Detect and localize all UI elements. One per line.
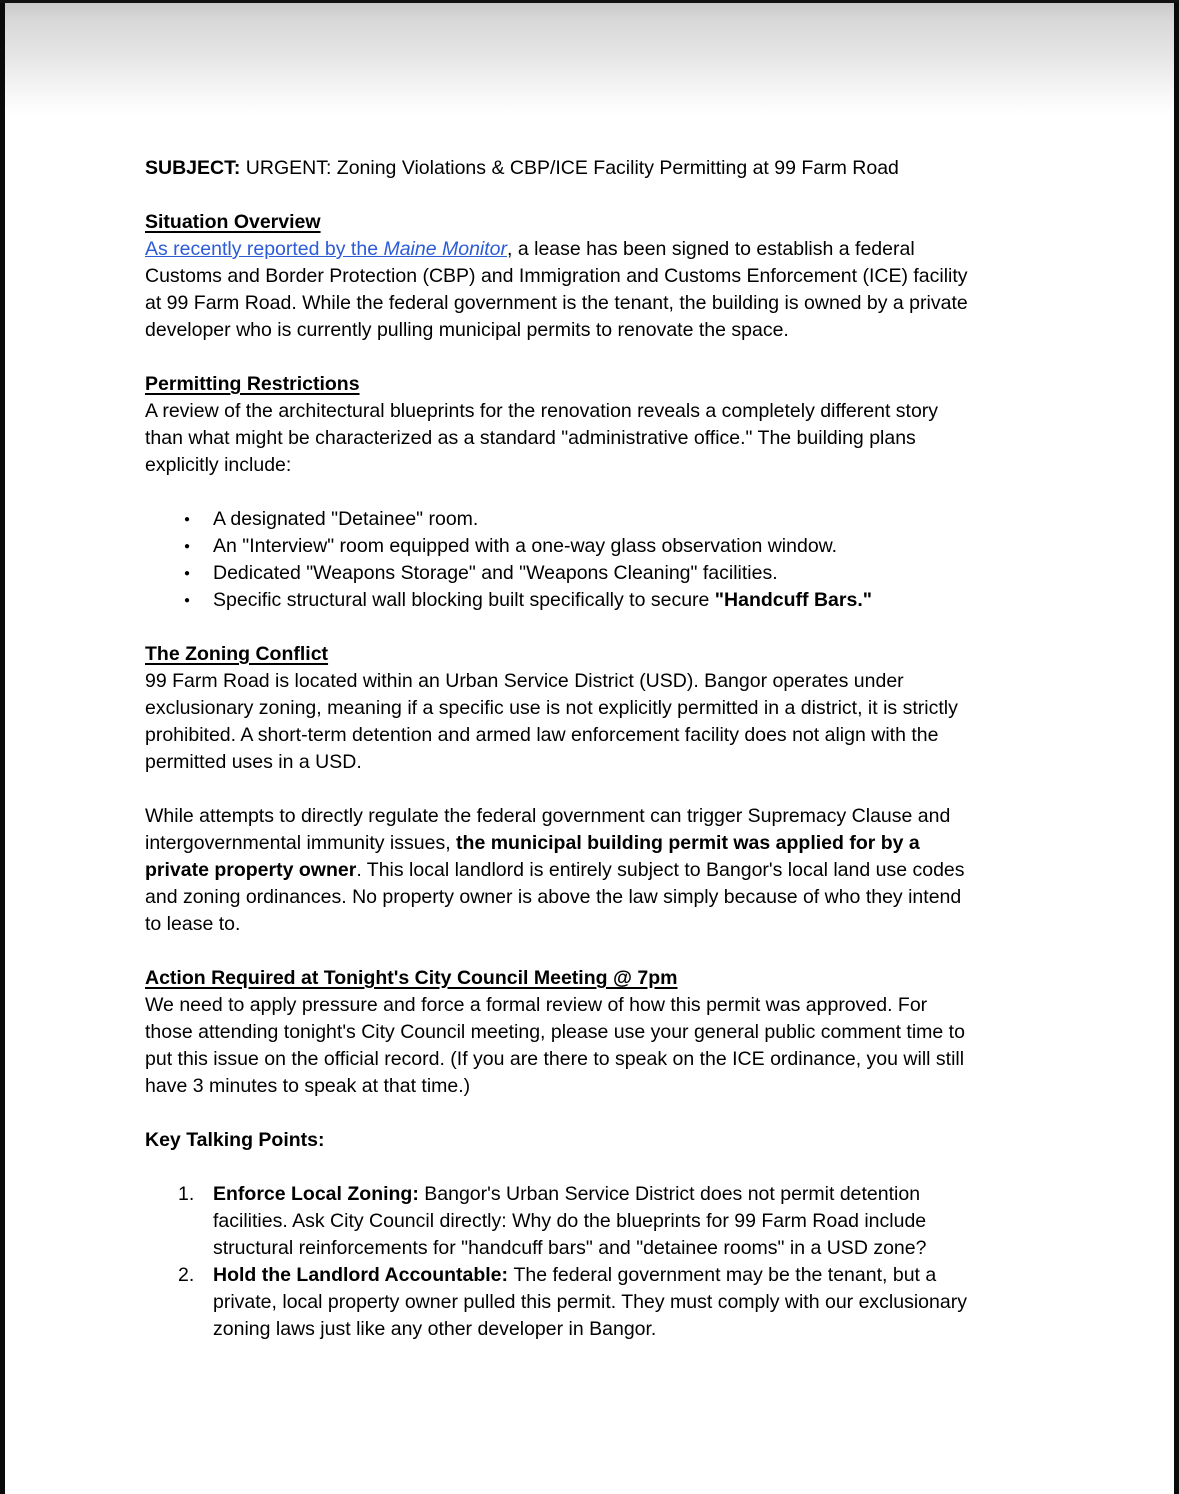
text-line <box>145 290 1065 317</box>
text-segment: An "Interview" room equipped with a one-way glass observation window. <box>213 535 838 557</box>
text-segment: Dedicated "Weapons Storage" and "Weapons Cleaning" facilities. <box>213 562 778 584</box>
text-segment: . This local landlord is entirely subject to Bangor's local land use codes <box>356 859 965 881</box>
text-line <box>213 533 1065 560</box>
text-segment: , a lease has been signed to establish a federal <box>507 238 915 260</box>
bullet-list-item <box>145 560 1065 587</box>
text-segment: developer who is currently pulling municipal permits to renovate the space. <box>145 319 789 341</box>
heading-action-required-text: Action Required at Tonight's City Council Meeting @ 7pm <box>145 967 678 989</box>
heading-action-required <box>145 965 1065 992</box>
text-segment: at 99 Farm Road. While the federal government is the tenant, the building is owned by a private <box>145 292 968 314</box>
text-segment: Specific structural wall blocking built specifically to secure <box>213 589 715 611</box>
text-line <box>145 992 1065 1019</box>
bullet-list-item <box>145 506 1065 533</box>
text-segment: the municipal building permit was applied for by a <box>456 832 920 854</box>
list-item-text <box>213 587 1065 614</box>
paragraph-situation-overview <box>145 236 1065 344</box>
text-line <box>145 668 1065 695</box>
heading-situation-overview-text: Situation Overview <box>145 211 321 233</box>
text-line <box>145 857 1065 884</box>
text-segment: The federal government may be the tenant, but a <box>513 1264 937 1286</box>
text-segment: Bangor's Urban Service District does not permit detention <box>424 1183 921 1205</box>
text-segment: structural reinforcements for "handcuff bars" and "detainee rooms" in a USD zone? <box>213 1237 927 1259</box>
text-line <box>145 749 1065 776</box>
text-line <box>145 317 1065 344</box>
list-item-text <box>213 506 1065 533</box>
bullet-icon: ● <box>184 568 191 579</box>
text-segment: A designated "Detainee" room. <box>213 508 479 530</box>
text-segment: and zoning ordinances. No property owner is above the law simply because of who they intend <box>145 886 962 908</box>
heading-situation-overview <box>145 209 1065 236</box>
list-number: 2. <box>178 1264 195 1286</box>
text-line <box>145 155 1065 182</box>
text-line <box>145 398 1065 425</box>
text-line <box>145 425 1065 452</box>
heading-permitting-restrictions <box>145 371 1065 398</box>
text-segment: put this issue on the official record. (If you are there to speak on the ICE ordinance, you will still <box>145 1048 965 1070</box>
text-line <box>213 1181 1065 1208</box>
list-item-text <box>213 1181 1065 1262</box>
text-segment: Customs and Border Protection (CBP) and Immigration and Customs Enforcement (ICE) facility <box>145 265 968 287</box>
text-line <box>213 1235 1065 1262</box>
text-line <box>145 1073 1065 1100</box>
text-line <box>145 236 1065 263</box>
text-segment: We need to apply pressure and force a formal review of how this permit was approved. For <box>145 994 928 1016</box>
heading-zoning-conflict <box>145 641 1065 668</box>
list-number: 1. <box>178 1183 195 1205</box>
paragraph-action-required <box>145 992 1065 1100</box>
text-segment: While attempts to directly regulate the federal government can trigger Supremacy Clause and <box>145 805 951 827</box>
text-line <box>145 830 1065 857</box>
paragraph-supremacy-clause <box>145 803 1065 938</box>
paragraph-zoning-conflict <box>145 668 1065 776</box>
screen-top-edge <box>0 0 1179 3</box>
text-line <box>213 1289 1065 1316</box>
text-segment: Hold the Landlord Accountable: <box>213 1264 514 1286</box>
page-top-shadow <box>0 0 1179 115</box>
text-line <box>145 263 1065 290</box>
text-segment: intergovernmental immunity issues, <box>145 832 457 854</box>
text-line <box>145 722 1065 749</box>
bullet-icon: ● <box>184 514 191 525</box>
text-segment: exclusionary zoning, meaning if a specific use is not explicitly permitted in a district, it is strictly <box>145 697 958 719</box>
screen-right-edge <box>1174 0 1179 1494</box>
text-segment: URGENT: Zoning Violations & CBP/ICE Facility Permitting at 99 Farm Road <box>240 157 899 179</box>
text-line <box>213 587 1065 614</box>
key-talking-points-list <box>145 1181 1065 1343</box>
text-line <box>145 803 1065 830</box>
maine-monitor-link[interactable]: Maine Monitor <box>383 238 508 260</box>
heading-zoning-conflict-text: The Zoning Conflict <box>145 643 329 665</box>
text-segment: SUBJECT: <box>145 157 241 179</box>
bullet-list-item <box>145 587 1065 614</box>
heading-permitting-restrictions-text: Permitting Restrictions <box>145 373 360 395</box>
text-segment: permitted uses in a USD. <box>145 751 362 773</box>
text-line <box>213 1262 1065 1289</box>
text-segment: explicitly include: <box>145 454 292 476</box>
text-segment: Enforce Local Zoning: <box>213 1183 425 1205</box>
text-line <box>213 506 1065 533</box>
list-item-text <box>213 1262 1065 1343</box>
document-page <box>145 155 1065 1343</box>
text-segment: private property owner <box>145 859 357 881</box>
heading-key-talking-points-text: Key Talking Points: <box>145 1129 325 1151</box>
bullet-list-item <box>145 533 1065 560</box>
text-segment: 99 Farm Road is located within an Urban Service District (USD). Bangor operates under <box>145 670 904 692</box>
heading-key-talking-points <box>145 1127 1065 1154</box>
text-segment: have 3 minutes to speak at that time.) <box>145 1075 471 1097</box>
text-segment: A review of the architectural blueprints for the renovation reveals a completely different story <box>145 400 939 422</box>
text-segment: zoning laws just like any other developer in Bangor. <box>213 1318 657 1340</box>
subject-line <box>145 155 1065 182</box>
text-line <box>145 911 1065 938</box>
text-line <box>213 1208 1065 1235</box>
paragraph-permitting-restrictions <box>145 398 1065 479</box>
screen-left-edge <box>0 0 5 1494</box>
numbered-list-item <box>145 1262 1065 1343</box>
building-plans-list <box>145 506 1065 614</box>
text-segment: to lease to. <box>145 913 241 935</box>
text-segment: facilities. Ask City Council directly: Why do the blueprints for 99 Farm Road include <box>213 1210 927 1232</box>
bullet-icon: ● <box>184 541 191 552</box>
text-segment: prohibited. A short-term detention and armed law enforcement facility does not align with the <box>145 724 939 746</box>
list-item-text <box>213 533 1065 560</box>
text-line <box>145 695 1065 722</box>
text-line <box>213 560 1065 587</box>
text-line <box>145 1046 1065 1073</box>
text-segment: than what might be characterized as a standard "administrative office." The building plans <box>145 427 916 449</box>
text-line <box>145 452 1065 479</box>
text-segment: "Handcuff Bars." <box>714 589 872 611</box>
maine-monitor-link[interactable]: As recently reported by the <box>145 238 384 260</box>
text-segment: private, local property owner pulled this permit. They must comply with our exclusionary <box>213 1291 967 1313</box>
numbered-list-item <box>145 1181 1065 1262</box>
text-line <box>145 1019 1065 1046</box>
bullet-icon: ● <box>184 595 191 606</box>
list-item-text <box>213 560 1065 587</box>
text-segment: those attending tonight's City Council meeting, please use your general public comment time to <box>145 1021 965 1043</box>
text-line <box>145 884 1065 911</box>
text-line <box>213 1316 1065 1343</box>
